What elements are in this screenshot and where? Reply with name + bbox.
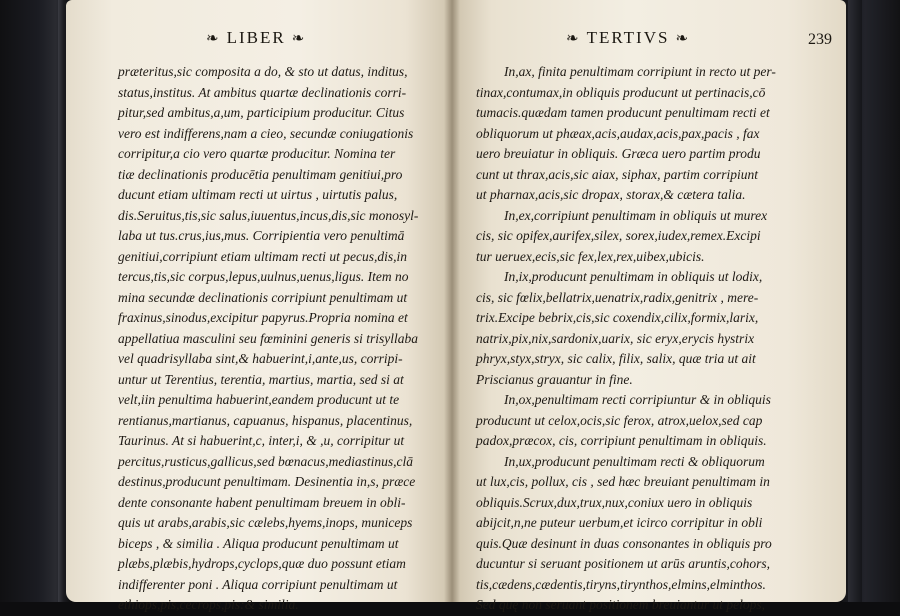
- text-line: genitiui,corripiunt etiam ultimam recti ut pecus,dis,in: [118, 248, 407, 264]
- left-cover-edge: [58, 0, 64, 602]
- text-line: untur ut Terentius, terentia, martius, martia, sed si at: [118, 371, 404, 387]
- text-line: dente consonante habent penultimam breuem in obli-: [118, 494, 406, 510]
- text-line: producunt ut celox,ocis,sic ferox, atrox,uelox,sed cap: [476, 412, 763, 428]
- text-line: cunt ut thrax,acis,sic aiax, siphax, partim corripiunt: [476, 166, 758, 182]
- running-head-left: [200, 28, 312, 56]
- paragraph-first-line: In,ox,penultimam recti corripiuntur & in obliquis: [504, 392, 771, 407]
- left-cover-board: [0, 0, 70, 602]
- text-line: ethiops,pis,cecrops,pis:& similia.: [118, 597, 299, 612]
- text-line: percitus,rusticus,gallicus,sed bœnacus,mediastinus,clā: [118, 453, 413, 469]
- text-line: phryx,styx,stryx, sic calix, filix, salix, quæ tria ut ait: [476, 351, 756, 366]
- page-number: 239: [808, 31, 832, 48]
- text-line: indifferenter poni . Aliqua corripiunt penultimam ut: [118, 576, 398, 592]
- text-line: Sed quę non seruant positionem breuiantur ut pelops,: [476, 597, 765, 612]
- text-line: biceps , & similia . Aliqua producunt penultimam ut: [118, 535, 399, 551]
- left-page: [66, 0, 452, 612]
- text-line: obliquis.Scrux,dux,trux,nux,coniux uero in obliquis: [476, 494, 753, 510]
- text-line: quis.Quæ desinunt in duas consonantes in obliquis pro: [476, 535, 772, 551]
- text-line: plæbs,plæbis,hydrops,cyclops,quæ duo possunt etiam: [118, 556, 406, 571]
- text-line: quis ut arabs,arabis,sic cælebs,hyems,inops, municeps: [118, 515, 413, 530]
- text-line: vero est indifferens,nam a cieo, secundæ coniugationis: [118, 125, 414, 141]
- text-line: cis, sic fœlix,bellatrix,uenatrix,radix,genitrix , mere-: [476, 289, 759, 305]
- text-line: tumacis.quædam tamen producunt penultimam recti et: [476, 105, 770, 120]
- running-head-text: LIBER: [226, 28, 286, 47]
- text-line: tur ueruex,ecis,sic fex,lex,rex,uibex,ubicis.: [476, 248, 705, 264]
- text-line: ducunt etiam ultimam recti ut uirtus , uirtutis palus,: [118, 187, 398, 202]
- text-line: tinax,contumax,in obliquis producunt ut pertinacis,cō: [476, 84, 766, 100]
- text-line: velt,iin penultima habuerint,eandem producunt ut te: [118, 392, 400, 407]
- right-cover-edge: [848, 0, 862, 602]
- text-line: status,institus. At ambitus quartæ declinationis corri-: [118, 84, 407, 100]
- text-line: obliquorum ut phæax,acis,audax,acis,pax,pacis , fax: [476, 125, 760, 141]
- fleuron-icon: ❧: [206, 31, 221, 47]
- right-cover-board: [842, 0, 900, 602]
- paragraph-first-line: In,ux,producunt penultimam recti & obliquorum: [504, 453, 765, 469]
- paragraph-first-line: In,ix,producunt penultimam in obliquis ut lodix,: [504, 269, 763, 284]
- fleuron-icon: ❧: [675, 31, 691, 47]
- text-line: laba ut tus.crus,ius,mus. Corripientia vero penultimā: [118, 228, 405, 243]
- paragraph-first-line: In,ex,corripiunt penultimam in obliquis ut murex: [504, 207, 768, 223]
- text-line: padox,præcox, cis, corripiunt penultimam in obliquis.: [476, 433, 767, 448]
- running-head-right: [560, 28, 696, 56]
- text-line: tis,cædens,cædentis,tiryns,tirynthos,elmins,elminthos.: [476, 576, 766, 592]
- fleuron-icon: ❧: [291, 31, 307, 47]
- paragraph-first-line: In,ax, finita penultimam corripiunt in recto ut per-: [504, 64, 776, 79]
- text-line: fraxinus,sinodus,excipitur papyrus.Propria nomina et: [118, 310, 408, 325]
- text-line: ut pharnax,acis,sic dropax, storax,& cætera talia.: [476, 187, 746, 202]
- text-line: ut lux,cis, pollux, cis , sed hæc breuiant penultimam in: [476, 474, 770, 489]
- right-page: [452, 0, 846, 612]
- running-head-text: TERTIVS: [586, 28, 670, 47]
- text-line: vel quadrisyllaba sint,& habuerint,i,ante,us, corripi-: [118, 351, 403, 366]
- text-line: Taurinus. At si habuerint,c, inter,i, & ,u, corripitur ut: [118, 433, 405, 448]
- text-line: dis.Seruitus,tis,sic salus,iuuentus,incus,dis,sic monosyl-: [118, 207, 419, 223]
- text-line: Priscianus grauantur in fine.: [476, 371, 633, 387]
- text-line: præteritus,sic composita a do, & sto ut datus, inditus,: [118, 64, 408, 79]
- text-line: natrix,pix,nix,sardonix,uarix, sic eryx,erycis hystrix: [476, 330, 755, 346]
- text-line: tiæ declinationis producētia penultimam genitiui,pro: [118, 166, 403, 182]
- text-line: rentianus,martianus, capuanus, hispanus, placentinus,: [118, 412, 413, 428]
- text-line: destinus,producunt penultimam. Desinentia in,s, præce: [118, 474, 416, 489]
- text-line: corripitur,a cio vero quartæ producitur. Nomina ter: [118, 146, 396, 161]
- fleuron-icon: ❧: [566, 31, 581, 47]
- text-line: pitur,sed ambitus,a,um, participium producitur. Citus: [118, 105, 405, 120]
- text-line: trix.Excipe bebrix,cis,sic coxendix,cilix,formix,larix,: [476, 310, 759, 325]
- text-line: cis, sic opifex,aurifex,silex, sorex,iudex,remex.Excipi: [476, 228, 761, 243]
- text-line: appellatiua masculini seu fœminini generis si trisyllaba: [118, 330, 418, 346]
- text-line: tercus,tis,sic corpus,lepus,uulnus,uenus,ligus. Item no: [118, 269, 409, 284]
- left-page-text: [118, 62, 434, 616]
- right-page-text: [476, 62, 798, 616]
- text-line: abijcit,n,ne puteur uerbum,et icirco corripitur in obli: [476, 515, 763, 530]
- text-line: mina secundæ declinationis corripiunt penultimam ut: [118, 289, 408, 305]
- text-line: ducuntur si seruant positionem ut arūs aruntis,cohors,: [476, 556, 771, 571]
- text-line: uero breuiatur in obliquis. Græca uero partim produ: [476, 146, 761, 161]
